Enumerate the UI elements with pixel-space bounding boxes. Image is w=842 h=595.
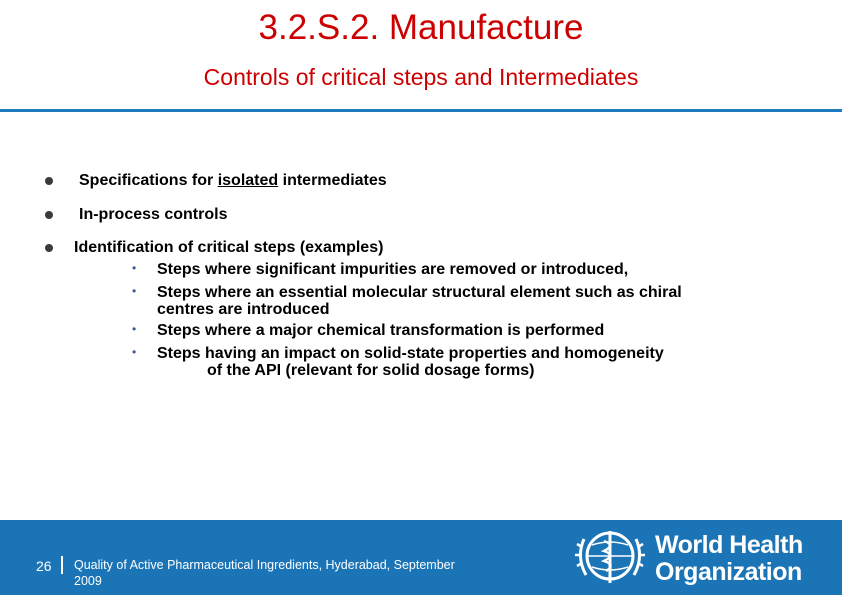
bullet-text: In-process controls — [79, 206, 228, 223]
footer-separator — [61, 556, 63, 574]
page-subtitle: Controls of critical steps and Intermediates — [203, 64, 639, 90]
footer-caption-line1: Quality of Active Pharmaceutical Ingredients, Hyderabad, September — [74, 558, 455, 572]
sub-bullet-text: Steps where a major chemical transformation is performed — [157, 322, 605, 339]
sub-bullet-text-cont: of the API (relevant for solid dosage forms) — [207, 362, 535, 379]
sub-bullet-dot-icon: • — [132, 284, 137, 298]
bullet-text-pre: Specifications for — [79, 172, 218, 189]
bullet-text-underlined: isolated — [217, 172, 279, 189]
sub-bullet-text: Steps where an essential molecular structural element such as chiral — [157, 284, 682, 301]
bullet-dot-icon — [45, 211, 53, 219]
bullet-dot-icon — [45, 244, 53, 252]
who-emblem-icon — [572, 525, 648, 589]
sub-bullet-text: Steps having an impact on solid-state properties and homogeneity — [157, 345, 664, 362]
sub-bullet-text-cont: centres are introduced — [157, 301, 330, 318]
sub-bullet-dot-icon: • — [132, 261, 137, 275]
logo-text-line1: World Health — [655, 531, 803, 559]
footer-caption — [74, 557, 544, 589]
footer-bar — [0, 520, 842, 595]
page-number: 26 — [36, 558, 52, 574]
who-logo — [572, 525, 803, 589]
bullet-dot-icon — [45, 177, 53, 185]
bullet-text: Identification of critical steps (examples) — [74, 239, 384, 256]
bullet-text-post: intermediates — [278, 172, 387, 189]
sub-bullet-dot-icon: • — [132, 322, 137, 336]
title-divider — [0, 109, 842, 112]
footer-caption-line2: 2009 — [74, 574, 102, 588]
page-title: 3.2.S.2. Manufacture — [258, 8, 584, 47]
sub-bullet-dot-icon: • — [132, 345, 137, 359]
logo-text-line2: Organization — [655, 558, 802, 586]
sub-bullet-text: Steps where significant impurities are removed or introduced, — [157, 261, 629, 278]
